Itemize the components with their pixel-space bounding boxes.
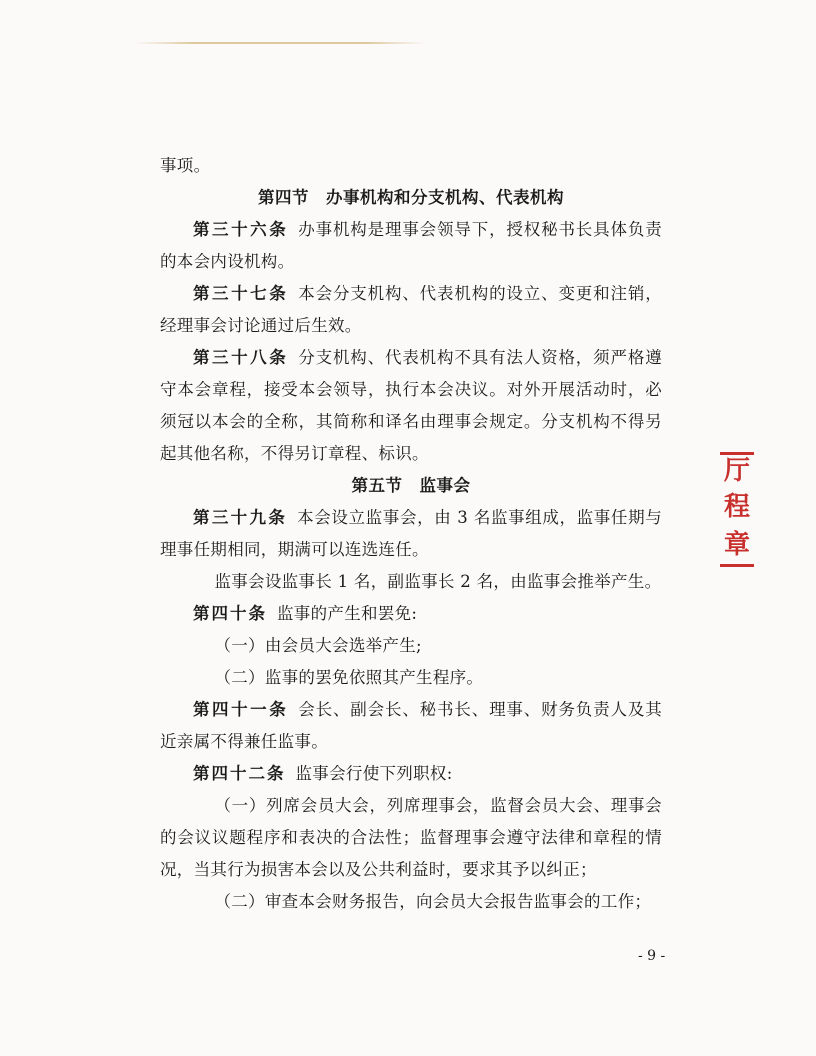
red-seal-stamp: [720, 452, 754, 570]
article-41-text: 会长、副会长、秘书长、理事、财务负责人及其近亲属不得兼任监事。: [160, 700, 662, 751]
article-42-label: 第四十二条: [193, 764, 286, 783]
article-40-label: 第四十条: [193, 604, 267, 623]
article-42-item-2: （二）审查本会财务报告，向会员大会报告监事会的工作；: [214, 892, 652, 911]
document-body: [160, 150, 662, 918]
article-42-text: 监事会行使下列职权:: [295, 764, 453, 783]
article-38-text: 分支机构、代表机构不具有法人资格，须严格遵守本会章程，接受本会领导，执行本会决议。对外开展活动时，必须冠以本会的全称，其简称和译名由理事会规定。分支机构不得另起其他名称，不得另订章程、标识。: [160, 348, 662, 463]
article-36: [160, 214, 662, 278]
section-heading-4: 第四节 办事机构和分支机构、代表机构: [258, 188, 564, 207]
paragraph-supervisors: 监事会设监事长 1 名，副监事长 2 名，由监事会推举产生。: [214, 572, 662, 591]
article-41-label: 第四十一条: [193, 700, 289, 719]
article-40: [160, 598, 662, 630]
article-37-text: 本会分支机构、代表机构的设立、变更和注销，经理事会讨论通过后生效。: [160, 284, 662, 335]
article-42-item-1: （一）列席会员大会，列席理事会，监督会员大会、理事会的会议议题程序和表决的合法性；监督理事会遵守法律和章程的情况，当其行为损害本会以及公共利益时，要求其予以纠正；: [160, 796, 662, 879]
article-38-label: 第三十八条: [193, 348, 289, 367]
article-39: [160, 502, 662, 566]
article-38: [160, 342, 662, 470]
top-edge-line: [135, 42, 425, 44]
article-42: [160, 758, 662, 790]
article-39-text: 本会设立监事会，由 3 名监事组成，监事任期与理事任期相同，期满可以连选连任。: [160, 508, 662, 559]
article-39-label: 第三十九条: [193, 508, 288, 527]
article-37-label: 第三十七条: [193, 284, 289, 303]
article-36-label: 第三十六条: [193, 220, 289, 239]
article-36-text: 办事机构是理事会领导下，授权秘书长具体负责的本会内设机构。: [160, 220, 662, 271]
article-40-item-1: （一）由会员大会选举产生;: [214, 636, 422, 655]
article-41: [160, 694, 662, 758]
page-number: - 9 -: [638, 948, 666, 964]
paragraph-continuation: 事项。: [160, 156, 211, 175]
section-heading-5: 第五节 监事会: [351, 476, 471, 495]
article-40-item-2: （二）监事的罢免依照其产生程序。: [214, 668, 484, 687]
seal-top-bar: [720, 452, 754, 455]
article-40-text: 监事的产生和罢免:: [277, 604, 418, 623]
article-37: [160, 278, 662, 342]
seal-char-3: 章: [723, 530, 750, 560]
seal-char-2: 程: [723, 492, 750, 522]
seal-bottom-bar: [720, 564, 754, 567]
seal-char-1: 厅: [723, 456, 750, 486]
